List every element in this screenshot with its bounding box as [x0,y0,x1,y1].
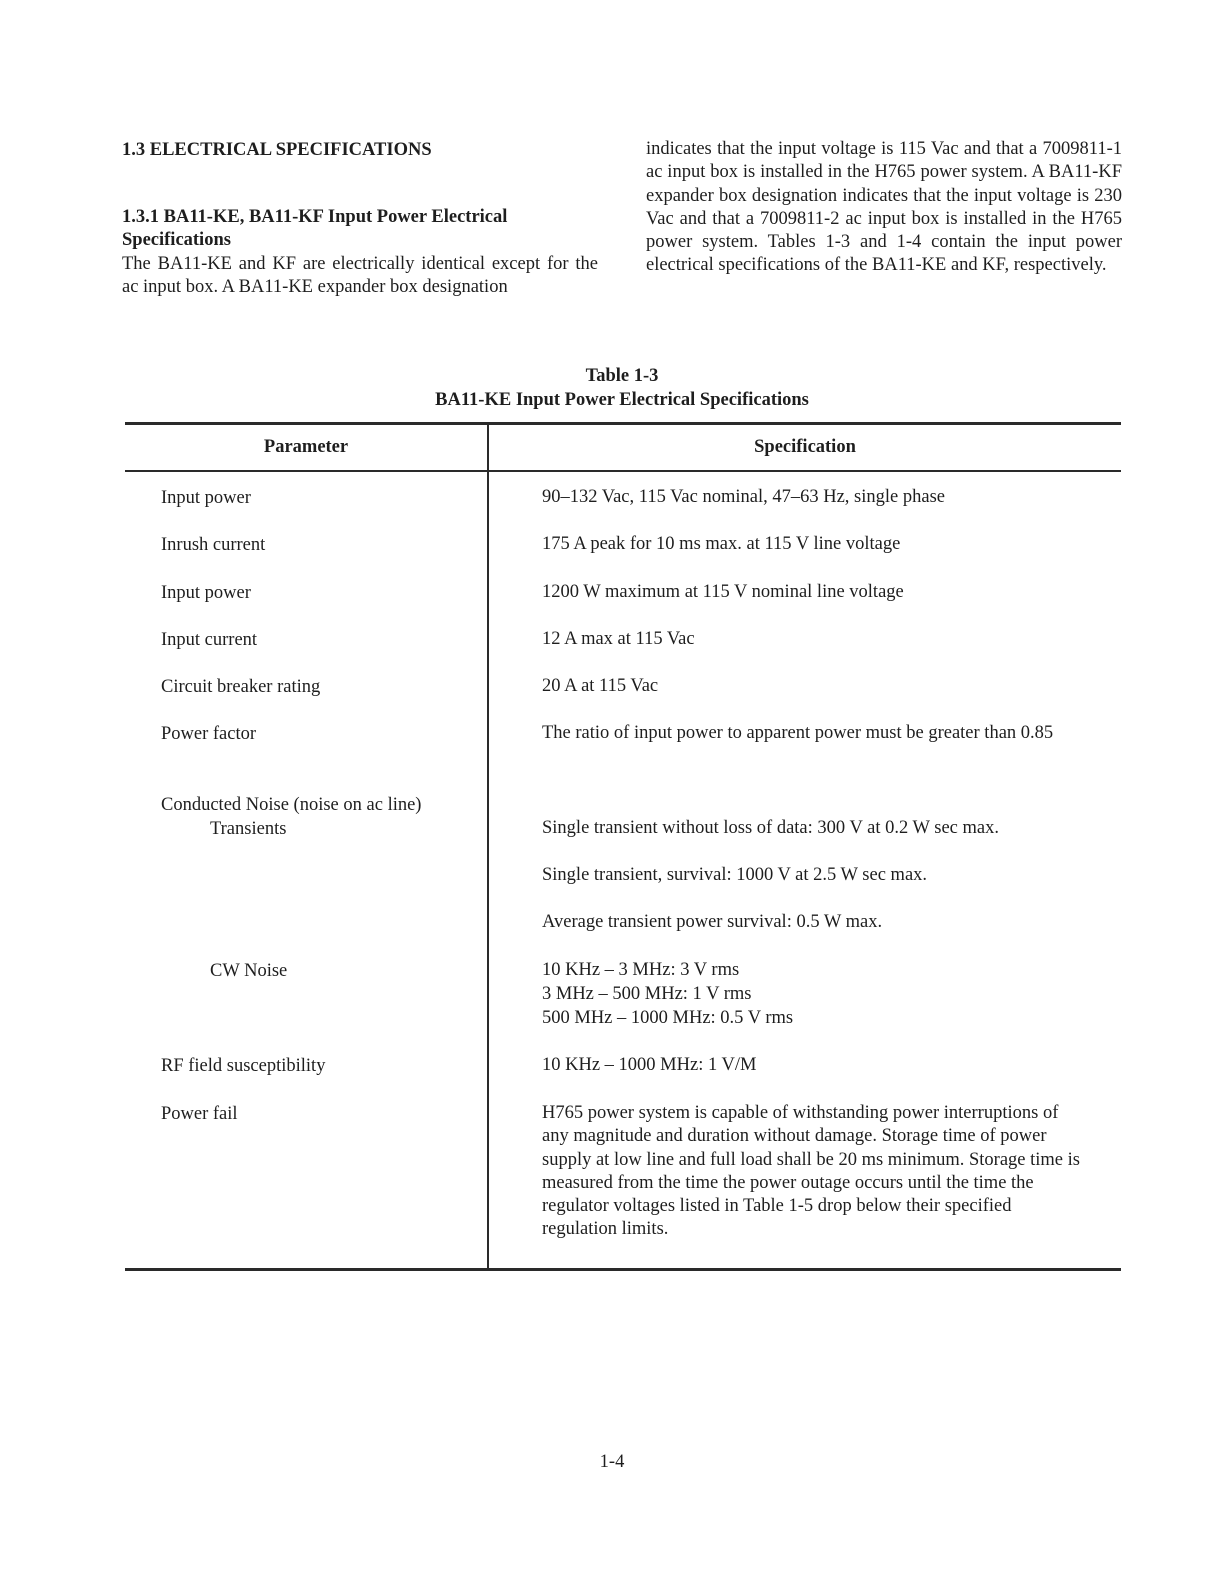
subsection-heading: 1.3.1 BA11-KE, BA11-KF Input Power Electrical Specifications [122,207,508,251]
param-cell: CW Noise [210,961,288,981]
paragraph-left: The BA11-KE and KF are electrically identical except for the ac input box. A BA11-KE expander box designation [122,253,598,297]
param-cell: Conducted Noise (noise on ac line) [161,795,422,815]
table-caption [122,364,1122,412]
spec-cell: The ratio of input power to apparent power must be greater than 0.85 [542,723,1054,743]
column-divider [487,425,489,1268]
table-number: Table 1-3 [585,366,659,386]
spec-cell: 3 MHz – 500 MHz: 1 V rms [542,984,752,1004]
section-heading: 1.3 ELECTRICAL SPECIFICATIONS [122,140,432,160]
param-cell: Input power [161,583,251,603]
spec-cell: Average transient power survival: 0.5 W max. [542,912,883,932]
param-cell: Circuit breaker rating [161,677,321,697]
param-cell: Power fail [161,1104,238,1124]
spec-cell: 500 MHz – 1000 MHz: 0.5 V rms [542,1008,794,1028]
header-parameter: Parameter [263,437,349,457]
spec-cell: 12 A max at 115 Vac [542,629,695,649]
spec-cell: 1200 W maximum at 115 V nominal line voltage [542,582,904,602]
left-column [122,138,598,299]
param-cell: RF field susceptibility [161,1056,326,1076]
spec-cell: H765 power system is capable of withstanding power interruptions of any magnitude and duration without damage. Storage time of power supply at low line and full load shall be 20 ms minimum. Storage time is measured from the time the power outage occurs until the time the regulator voltages listed in Table 1-5 drop below their specified regulation limits. [542,1103,1080,1240]
spec-table [125,422,1121,1271]
param-cell: Transients [210,819,287,839]
param-cell: Input power [161,488,251,508]
param-cell: Power factor [161,724,257,744]
page-number: 1-4 [599,1452,625,1472]
right-column [646,138,1122,278]
spec-cell: 10 KHz – 3 MHz: 3 V rms [542,960,740,980]
header-rule [125,470,1121,472]
paragraph-right: indicates that the input voltage is 115 Vac and that a 7009811-1 ac input box is installed in the H765 power system. A BA11-KF expander box designation indicates that the input voltage is 230 Vac and that a 7009811-2 ac input box is installed in the H765 power system. Tables 1-3 and 1-4 contain the input power electrical specifications of the BA11-KE and KF, respectively. [646,139,1122,276]
spec-cell: 90–132 Vac, 115 Vac nominal, 47–63 Hz, single phase [542,487,945,507]
param-cell: Input current [161,630,258,650]
spec-cell: Single transient, survival: 1000 V at 2.5 W sec max. [542,865,928,885]
table-title: BA11-KE Input Power Electrical Specifications [435,390,809,410]
spec-cell: 10 KHz – 1000 MHz: 1 V/M [542,1055,757,1075]
param-cell: Inrush current [161,535,266,555]
spec-cell: 175 A peak for 10 ms max. at 115 V line voltage [542,534,901,554]
spec-cell: Single transient without loss of data: 300 V at 0.2 W sec max. [542,818,999,838]
header-specification: Specification [754,437,856,457]
spec-cell: 20 A at 115 Vac [542,676,659,696]
